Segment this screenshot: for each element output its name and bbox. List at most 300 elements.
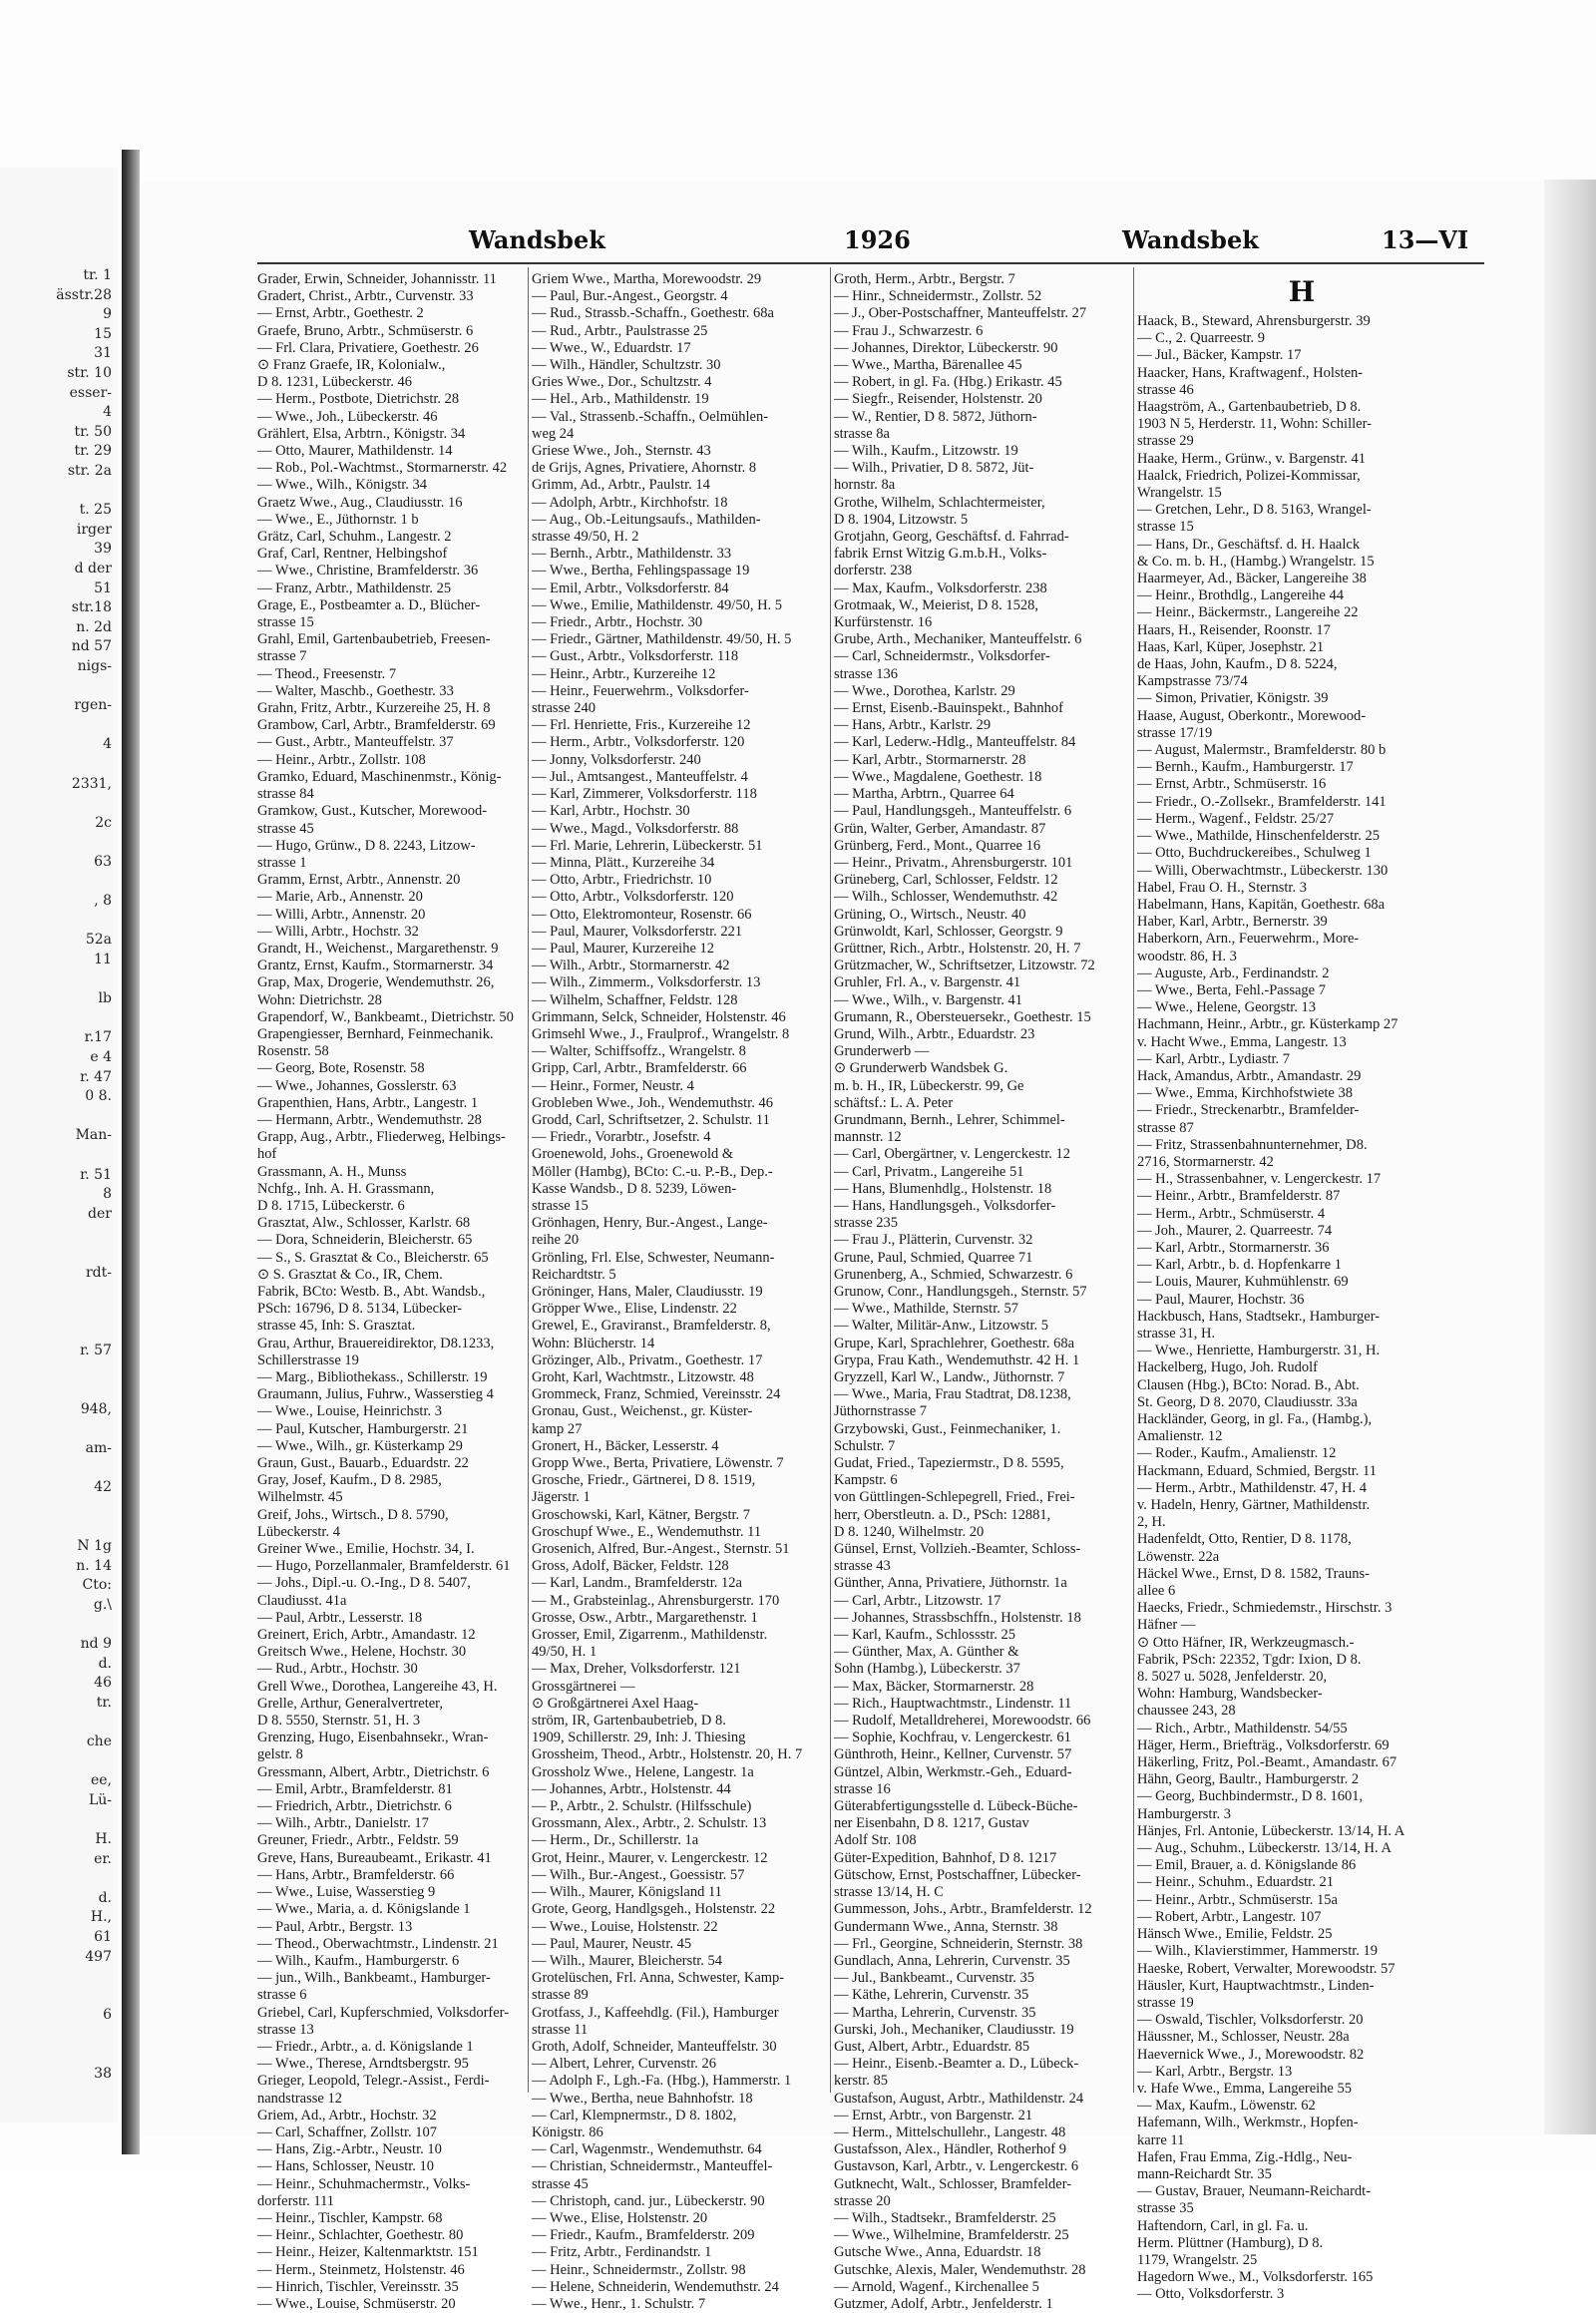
directory-entry: Clausen (Hbg.), BCto: Norad. B., Abt. [1137, 1376, 1360, 1393]
directory-entry: — Helene, Schneiderin, Wendemuthstr. 24 [532, 2278, 779, 2295]
directory-entry: — Frau J., Schwarzestr. 6 [834, 322, 984, 339]
directory-entry: — Albert, Lehrer, Curvenstr. 26 [532, 2056, 717, 2073]
directory-entry: strasse 45 [257, 820, 314, 837]
directory-entry: Sohn (Hambg.), Lübeckerstr. 37 [834, 1661, 1020, 1678]
directory-entry: strasse 1 [257, 854, 307, 871]
directory-entry: weg 24 [532, 425, 575, 442]
directory-entry: — Heinr., Privatm., Ahrensburgerstr. 101 [834, 854, 1073, 871]
directory-entry: Habelmann, Hans, Kapitän, Goethestr. 68a [1137, 896, 1386, 913]
directory-entry: PSch: 16796, D 8. 5134, Lübecker- [257, 1301, 463, 1318]
directory-entry: m. b. H., IR, Lübeckerstr. 99, Ge [834, 1077, 1024, 1094]
directory-entry: karre 11 [1137, 2131, 1185, 2148]
previous-page-text: irger [76, 521, 112, 538]
directory-entry: Grimmann, Selck, Schneider, Holstenstr. 46 [532, 1008, 786, 1025]
directory-entry: D 8. 5550, Sternstr. 51, H. 3 [257, 1713, 421, 1730]
directory-entry: Haacker, Hans, Kraftwagenf., Holsten- [1137, 364, 1364, 381]
directory-entry: — Wwe., Louise, Heinrichstr. 3 [257, 1403, 442, 1420]
directory-entry: Amalienstr. 12 [1137, 1428, 1223, 1445]
directory-entry: strasse 136 [834, 665, 899, 682]
directory-entry: — Heinr., Arbtr., Bramfelderstr. 87 [1137, 1188, 1341, 1205]
directory-entry: — Karl, Arbtr., Bergstr. 13 [1137, 2063, 1293, 2080]
directory-entry: — Carl, Schneidermstr., Volksdorfer- [834, 648, 1050, 665]
previous-page-text: 15 [94, 325, 112, 342]
directory-entry: Grün, Walter, Gerber, Amandastr. 87 [834, 820, 1046, 837]
directory-entry: ner Eisenbahn, D 8. 1217, Gustav [834, 1815, 1029, 1832]
directory-entry: dorferstr. 111 [257, 2192, 335, 2209]
directory-column-1 [257, 271, 525, 2312]
directory-entry: Gramkow, Gust., Kutscher, Morewood- [257, 803, 488, 820]
previous-page-text: ässtr.28 [56, 286, 112, 303]
directory-entry: — Jul., Amtsangest., Manteuffelstr. 4 [532, 768, 748, 785]
directory-entry: Hachmann, Heinr., Arbtr., gr. Küsterkamp 27 [1137, 1016, 1398, 1033]
directory-entry: Lübeckerstr. 4 [257, 1523, 340, 1540]
directory-entry: — Heinr., Schuhmachermstr., Volks- [257, 2175, 471, 2192]
directory-entry: Hackbusch, Hans, Stadtsekr., Hamburger- [1137, 1308, 1381, 1325]
previous-page-text: r.17 [84, 1029, 112, 1046]
directory-entry: Grünwoldt, Karl, Schlosser, Georgstr. 9 [834, 923, 1063, 940]
directory-entry: — Otto, Volksdorferstr. 3 [1137, 2286, 1285, 2303]
directory-entry: — Karl, Landm., Bramfelderstr. 12a [532, 1575, 742, 1592]
directory-entry: — Friedr., Kaufm., Bramfelderstr. 209 [532, 2227, 755, 2244]
directory-entry: — Walter, Schiffsoffz., Wrangelstr. 8 [532, 1043, 746, 1060]
directory-entry: Hackmann, Eduard, Schmied, Bergstr. 11 [1137, 1462, 1378, 1479]
directory-entry: gelstr. 8 [257, 1746, 303, 1763]
directory-entry: — Carl, Klempnermstr., D 8. 1802, [532, 2107, 737, 2123]
directory-entry: Graumann, Julius, Fuhrw., Wasserstieg 4 [257, 1386, 494, 1403]
previous-page-text: str.18 [71, 599, 112, 616]
previous-page-text: tr. 50 [74, 423, 112, 440]
directory-entry: Grimsehl Wwe., J., Fraulprof., Wrangelstr. 8 [532, 1025, 790, 1042]
directory-entry: Grap, Max, Drogerie, Wendemuthstr. 26, [257, 974, 495, 991]
directory-entry: Haake, Herm., Grünw., v. Bargenstr. 41 [1137, 450, 1366, 467]
directory-entry: — Hans, Schlosser, Neustr. 10 [257, 2158, 435, 2175]
header-rule [257, 262, 1484, 264]
directory-entry: strasse 89 [532, 1987, 589, 2004]
directory-entry: Kurfürstenstr. 16 [834, 614, 933, 631]
directory-entry: — Hinr., Schneidermstr., Zollstr. 52 [834, 288, 1042, 305]
directory-entry: Grandt, H., Weichenst., Margarethenstr. 9 [257, 940, 499, 957]
directory-entry: — Robert, in gl. Fa. (Hbg.) Erikastr. 45 [834, 374, 1062, 391]
directory-entry: — Otto, Buchdruckereibes., Schulweg 1 [1137, 845, 1372, 862]
directory-entry: — Max, Dreher, Volksdorferstr. 121 [532, 1661, 741, 1678]
directory-entry: — Adolph F., Lgh.-Fa. (Hbg.), Hammerstr. 1 [532, 2073, 792, 2090]
directory-entry: — Aug., Ob.-Leitungsaufs., Mathilden- [532, 511, 761, 528]
previous-page-text: Lü- [88, 1791, 112, 1808]
directory-entry: — Roder., Kaufm., Amalienstr. 12 [1137, 1445, 1337, 1462]
directory-entry: herr, Oberstleutn. a. D., PSch: 12881, [834, 1506, 1051, 1523]
directory-entry: strasse 84 [257, 786, 314, 803]
directory-entry: — Heinr., Arbtr., Kurzereihe 12 [532, 665, 716, 682]
directory-entry: — Ernst, Eisenb.-Bauinspekt., Bahnhof [834, 700, 1063, 717]
directory-entry: fabrik Ernst Witzig G.m.b.H., Volks- [834, 546, 1047, 563]
directory-entry: strasse 46 [1137, 381, 1194, 398]
directory-entry: — Wwe., Maria, Frau Stadtrat, D8.1238, [834, 1386, 1071, 1403]
directory-entry: Grumann, R., Obersteuersekr., Goethestr. 15 [834, 1008, 1091, 1025]
directory-entry: Grunderwerb — [834, 1043, 930, 1060]
directory-entry: Grambow, Carl, Arbtr., Bramfelderstr. 69 [257, 717, 496, 734]
previous-page-text: am- [85, 1440, 112, 1456]
directory-entry: — Sophie, Kochfrau, v. Lengerckestr. 61 [834, 1730, 1071, 1746]
previous-page-text: 51 [94, 579, 112, 596]
directory-entry: 2716, Stormarnerstr. 42 [1137, 1153, 1274, 1170]
directory-entry: — Carl, Wagenmstr., Wendemuthstr. 64 [532, 2141, 762, 2158]
directory-entry: strasse 19 [1137, 1994, 1194, 2011]
directory-entry: — Hinrich, Tischler, Vereinsstr. 35 [257, 2278, 459, 2295]
previous-page-text: tr. 1 [83, 267, 112, 283]
header-year: 1926 [844, 225, 911, 254]
directory-entry: Häfner — [1137, 1617, 1196, 1634]
directory-entry: Hadenfeldt, Otto, Rentier, D 8. 1178, [1137, 1531, 1352, 1548]
directory-entry: Graf, Carl, Rentner, Helbingshof [257, 546, 448, 563]
directory-entry: Nchfg., Inh. A. H. Grassmann, [257, 1180, 435, 1197]
directory-entry: — Hermann, Arbtr., Wendemuthstr. 28 [257, 1111, 482, 1128]
directory-entry: — Carl, Arbtr., Litzowstr. 17 [834, 1592, 1001, 1609]
directory-entry: — Herm., Dr., Schillerstr. 1a [532, 1832, 699, 1849]
directory-entry: ⊙ Otto Häfner, IR, Werkzeugmasch.- [1137, 1634, 1355, 1651]
directory-entry: Güntzel, Albin, Werkmstr.-Geh., Eduard- [834, 1763, 1072, 1780]
directory-entry: Gudat, Fried., Tapeziermstr., D 8. 5595, [834, 1455, 1064, 1472]
directory-entry: — Heinr., Feuerwehrm., Volksdorfer- [532, 682, 749, 699]
directory-entry: Claudiusst. 41a [257, 1592, 347, 1609]
directory-entry: — Heinr., Schneidermstr., Zollstr. 98 [532, 2261, 746, 2278]
directory-entry: strasse 7 [257, 648, 307, 665]
directory-entry: Habel, Frau O. H., Sternstr. 3 [1137, 879, 1307, 896]
directory-entry: Grader, Erwin, Schneider, Johannisstr. 11 [257, 271, 497, 287]
directory-entry: Gray, Josef, Kaufm., D 8. 2985, [257, 1472, 442, 1489]
column-divider [1133, 267, 1134, 2093]
directory-entry: — Emil, Arbtr., Bramfelderstr. 81 [257, 1780, 453, 1797]
directory-entry: Haftendorn, Carl, in gl. Fa. u. [1137, 2217, 1309, 2234]
directory-entry: — Ernst, Arbtr., Schmüserstr. 16 [1137, 776, 1327, 793]
previous-page-text: er. [94, 1850, 112, 1867]
directory-entry: mannstr. 12 [834, 1129, 902, 1146]
directory-entry: — Wilh., Privatier, D 8. 5872, Jüt- [834, 460, 1034, 477]
directory-entry: — Frl., Georgine, Schneiderin, Sternstr. 38 [834, 1935, 1083, 1952]
directory-entry: Gradert, Christ., Arbtr., Curvenstr. 33 [257, 288, 474, 305]
directory-entry: — Wwe., Magd., Volksdorferstr. 88 [532, 820, 739, 837]
directory-entry: — Georg, Bote, Rosenstr. 58 [257, 1060, 425, 1077]
directory-entry: — Johannes, Direktor, Lübeckerstr. 90 [834, 339, 1058, 356]
directory-entry: Grewel, E., Graviranst., Bramfelderstr. 8, [532, 1318, 771, 1335]
directory-entry: — Herm., Arbtr., Volksdorferstr. 120 [532, 734, 745, 751]
directory-entry: Grodd, Carl, Schriftsetzer, 2. Schulstr. 11 [532, 1111, 770, 1128]
directory-entry: Grelle, Arthur, Generalvertreter, [257, 1695, 444, 1712]
directory-entry: Grotjahn, Georg, Geschäftsf. d. Fahrrad- [834, 529, 1069, 546]
directory-entry: — Heinr., Schuhm., Eduardstr. 21 [1137, 1874, 1334, 1891]
directory-entry: Günsel, Ernst, Vollzieh.-Beamter, Schloss- [834, 1541, 1081, 1558]
directory-entry: — Paul, Arbtr., Bergstr. 13 [257, 1918, 413, 1935]
directory-entry: Haecks, Friedr., Schmiedemstr., Hirschstr. 3 [1137, 1600, 1393, 1617]
directory-entry: Grählert, Elsa, Arbtrn., Königstr. 34 [257, 425, 466, 442]
directory-entry: Grätz, Carl, Schuhm., Langestr. 2 [257, 529, 452, 546]
directory-entry: strasse 45, Inh: S. Grasztat. [257, 1318, 416, 1335]
directory-entry: Grenzing, Hugo, Eisenbahnsekr., Wran- [257, 1730, 489, 1746]
directory-entry: — Paul, Maurer, Kurzereihe 12 [532, 940, 715, 957]
directory-entry: Grundmann, Bernh., Lehrer, Schimmel- [834, 1111, 1065, 1128]
directory-entry: Kasse Wandsb., D 8. 5239, Löwen- [532, 1180, 737, 1197]
directory-entry: 1903 N 5, Herderstr. 11, Wohn: Schiller- [1137, 416, 1372, 433]
previous-page-text: 9 [103, 306, 112, 323]
directory-entry: Haase, August, Oberkontr., Morewood- [1137, 707, 1367, 724]
directory-entry: — Hans, Arbtr., Bramfelderstr. 66 [257, 1866, 455, 1883]
directory-entry: — Paul, Maurer, Hochstr. 36 [1137, 1291, 1305, 1308]
directory-entry: — Paul, Maurer, Volksdorferstr. 221 [532, 923, 743, 940]
directory-entry: allee 6 [1137, 1583, 1176, 1600]
previous-page-text: 31 [94, 345, 112, 362]
directory-entry: — Friedrich, Arbtr., Dietrichstr. 6 [257, 1798, 452, 1815]
directory-entry: — Wilh., Arbtr., Danielstr. 17 [257, 1815, 429, 1832]
previous-page-text: 61 [94, 1929, 112, 1945]
directory-entry: Groschupf Wwe., E., Wendemuthstr. 11 [532, 1523, 762, 1540]
previous-page-text: Man- [75, 1127, 112, 1144]
directory-column-4 [1137, 271, 1466, 2303]
previous-page-text: 39 [94, 541, 112, 558]
directory-entry: — Willi, Arbtr., Hochstr. 32 [257, 923, 419, 940]
directory-entry: kerstr. 85 [834, 2073, 888, 2090]
directory-entry: — Wwe., Christine, Bramfelderstr. 36 [257, 563, 479, 579]
directory-entry: — Theod., Oberwachtmstr., Lindenstr. 21 [257, 1935, 499, 1952]
directory-entry: — Gust., Arbtr., Manteuffelstr. 37 [257, 734, 454, 751]
directory-entry: — Marie, Arb., Annenstr. 20 [257, 889, 423, 906]
directory-entry: Groht, Karl, Wachtmstr., Litzowstr. 48 [532, 1369, 754, 1385]
directory-entry: — Wwe., Dorothea, Karlstr. 29 [834, 682, 1015, 699]
directory-entry: Gryzzell, Karl W., Landw., Jüthornstr. 7 [834, 1369, 1065, 1385]
directory-entry: Jägerstr. 1 [532, 1489, 591, 1506]
directory-entry: Gripp, Carl, Arbtr., Bramfelderstr. 66 [532, 1060, 747, 1077]
directory-entry: Griem, Ad., Arbtr., Hochstr. 32 [257, 2107, 437, 2123]
directory-entry: Groenewold, Johs., Groenewold & [532, 1146, 734, 1163]
directory-entry: — Frau J., Plätterin, Curvenstr. 32 [834, 1232, 1033, 1249]
directory-entry: — Gretchen, Lehr., D 8. 5163, Wrangel- [1137, 502, 1372, 519]
previous-page-text: 2c [95, 814, 112, 831]
directory-entry: — Wwe., Emma, Kirchhofstwiete 38 [1137, 1085, 1353, 1102]
directory-entry: 1179, Wrangelstr. 25 [1137, 2251, 1258, 2268]
directory-entry: Grunenberg, A., Schmied, Schwarzestr. 6 [834, 1266, 1073, 1283]
directory-entry: strasse 35 [1137, 2200, 1194, 2217]
directory-entry: — Wwe., Mathilde, Sternstr. 57 [834, 1301, 1018, 1318]
directory-entry: ⊙ S. Grasztat & Co., IR, Chem. [257, 1266, 443, 1283]
directory-entry: Herm. Plüttner (Hamburg), D 8. [1137, 2234, 1324, 2251]
directory-entry: Gressmann, Albert, Arbtr., Dietrichstr. 6 [257, 1763, 490, 1780]
directory-entry: — Hans, Blumenhdlg., Holstenstr. 18 [834, 1180, 1052, 1197]
directory-entry: ⊙ Franz Graefe, IR, Kolonialw., [257, 357, 446, 374]
directory-entry: Grotmaak, W., Meierist, D 8. 1528, [834, 596, 1038, 613]
directory-entry: Grypa, Frau Kath., Wendemuthstr. 42 H. 1 [834, 1351, 1080, 1368]
directory-entry: — H., Strassenbahner, v. Lengerckestr. 17 [1137, 1171, 1382, 1188]
directory-entry: Gütschow, Ernst, Postschaffner, Lübecker- [834, 1866, 1081, 1883]
directory-entry: Hackelberg, Hugo, Joh. Rudolf [1137, 1359, 1318, 1376]
directory-entry: — Wwe., Wilh., Königstr. 34 [257, 477, 428, 494]
previous-page-text: nd 9 [80, 1636, 112, 1652]
directory-entry: — Heinr., Tischler, Kampstr. 68 [257, 2209, 443, 2226]
directory-entry: — Joh., Maurer, 2. Quarreestr. 74 [1137, 1222, 1333, 1239]
directory-entry: v. Hafe Wwe., Emma, Langereihe 55 [1137, 2080, 1352, 2097]
page-edge-shadow [1544, 180, 1596, 2134]
directory-entry: strasse 11 [532, 2021, 589, 2038]
directory-entry: Wilhelmstr. 45 [257, 1489, 343, 1506]
directory-column-2 [532, 271, 827, 2312]
directory-entry: — Wilh., Zimmerm., Volksdorferstr. 13 [532, 974, 761, 991]
directory-entry: — Otto, Maurer, Mathildenstr. 14 [257, 443, 453, 460]
directory-entry: — Wilh., Schlosser, Wendemuthstr. 42 [834, 889, 1058, 906]
directory-entry: chaussee 243, 28 [1137, 1703, 1236, 1720]
directory-entry: Grosche, Friedr., Gärtnerei, D 8. 1519, [532, 1472, 756, 1489]
directory-entry: Graun, Gust., Bauarb., Eduardstr. 22 [257, 1455, 469, 1472]
directory-entry: — Jul., Bankbeamt., Curvenstr. 35 [834, 1970, 1034, 1987]
directory-entry: — Theod., Freesenstr. 7 [257, 665, 397, 682]
directory-entry: — Wwe., Wilh., v. Bargenstr. 41 [834, 991, 1022, 1008]
directory-entry: — Wwe., Berta, Fehl.-Passage 7 [1137, 981, 1326, 998]
directory-entry: Greif, Johs., Wirtsch., D 8. 5790, [257, 1506, 449, 1523]
directory-entry: Gröpper Wwe., Elise, Lindenstr. 22 [532, 1301, 737, 1318]
directory-entry: Hackländer, Georg, in gl. Fa., (Hambg.), [1137, 1411, 1373, 1427]
directory-entry: — Wwe., W., Eduardstr. 17 [532, 339, 691, 356]
directory-entry: — Otto, Elektromonteur, Rosenstr. 66 [532, 906, 752, 923]
previous-page-text: str. 2a [67, 463, 112, 479]
directory-entry: — Heinr., Arbtr., Zollstr. 108 [257, 751, 426, 768]
directory-entry: — Wilh., Händler, Schultzstr. 30 [532, 357, 721, 374]
directory-entry: — Karl, Zimmerer, Volksdorferstr. 118 [532, 786, 757, 803]
previous-page-text: 948, [80, 1400, 112, 1417]
directory-entry: Haas, Karl, Küper, Josephstr. 21 [1137, 638, 1325, 655]
previous-page-text: n. 14 [76, 1557, 112, 1574]
directory-entry: — jun., Wilh., Bankbeamt., Hamburger- [257, 1970, 491, 1987]
directory-entry: Fabrik, PSch: 22352, Tgdr: Ixion, D 8. [1137, 1651, 1362, 1668]
directory-entry: Haberkorn, Arn., Feuerwehrm., More- [1137, 931, 1360, 948]
directory-entry: — Hugo, Grünw., D 8. 2243, Litzow- [257, 837, 476, 854]
directory-entry: Hack, Amandus, Arbtr., Amandastr. 29 [1137, 1067, 1362, 1084]
directory-entry: — J., Ober-Postschaffner, Manteuffelstr. 27 [834, 305, 1087, 322]
previous-page-text: 63 [94, 854, 112, 870]
directory-entry: — P., Arbtr., 2. Schulstr. (Hilfsschule) [532, 1798, 752, 1815]
previous-page-text: Cto: [82, 1577, 112, 1594]
directory-entry: — Hugo, Porzellanmaler, Bramfelderstr. 61 [257, 1558, 511, 1575]
directory-entry: Greitsch Wwe., Helene, Hochstr. 30 [257, 1644, 467, 1661]
directory-entry: de Grijs, Agnes, Privatiere, Ahornstr. 8 [532, 460, 757, 477]
directory-entry: D 8. 1904, Litzowstr. 5 [834, 511, 969, 528]
directory-entry: Häusler, Kurt, Hauptwachtmstr., Linden- [1137, 1977, 1375, 1994]
directory-entry: Greuner, Friedr., Arbtr., Feldstr. 59 [257, 1832, 459, 1849]
directory-entry: v. Hacht Wwe., Emma, Langestr. 13 [1137, 1033, 1347, 1050]
directory-entry: — Wwe., Bertha, neue Bahnhofstr. 18 [532, 2090, 753, 2107]
directory-entry: — Friedr., O.-Zollsekr., Bramfelderstr. 141 [1137, 793, 1387, 810]
directory-entry: — Wwe., Magdalene, Goethestr. 18 [834, 768, 1042, 785]
directory-entry: — Max, Bäcker, Stormarnerstr. 28 [834, 1678, 1034, 1695]
directory-entry: nandstrasse 12 [257, 2090, 342, 2107]
directory-entry: — Auguste, Arb., Ferdinandstr. 2 [1137, 964, 1330, 981]
directory-entry: — Wwe., Joh., Lübeckerstr. 46 [257, 408, 438, 425]
directory-entry: woodstr. 86, H. 3 [1137, 948, 1237, 964]
directory-entry: dorferstr. 238 [834, 563, 913, 579]
directory-entry: strasse 8a [834, 425, 890, 442]
directory-entry: — W., Rentier, D 8. 5872, Jüthorn- [834, 408, 1037, 425]
directory-entry: Grosser, Emil, Zigarrenm., Mathildenstr. [532, 1627, 768, 1644]
directory-entry: Grupe, Karl, Sprachlehrer, Goethestr. 68a [834, 1335, 1074, 1351]
directory-entry: Graefe, Bruno, Arbtr., Schmüserstr. 6 [257, 322, 474, 339]
directory-entry: Gropp Wwe., Berta, Privatiere, Löwenstr. 7 [532, 1455, 784, 1472]
directory-entry: — Wilh., Klavierstimmer, Hammerstr. 19 [1137, 1943, 1378, 1960]
directory-entry: 49/50, H. 1 [532, 1644, 598, 1661]
directory-entry: — Johannes, Strassbschffn., Holstenstr. 18 [834, 1609, 1081, 1626]
directory-entry: — Gust., Arbtr., Volksdorferstr. 118 [532, 648, 739, 665]
directory-entry: — Johs., Dipl.-u. O.-Ing., D 8. 5407, [257, 1575, 471, 1592]
directory-entry: — Robert, Arbtr., Langestr. 107 [1137, 1908, 1322, 1925]
book-gutter [122, 150, 140, 2154]
directory-entry: Gröninger, Hans, Maler, Claudiusstr. 19 [532, 1283, 763, 1300]
directory-entry: Grot, Heinr., Maurer, v. Lengerckestr. 12 [532, 1849, 768, 1866]
directory-entry: hof [257, 1146, 277, 1163]
directory-entry: — Heinr., Arbtr., Schmüserstr. 15a [1137, 1891, 1338, 1908]
directory-entry: — Wilh., Kaufm., Hamburgerstr. 6 [257, 1952, 460, 1969]
directory-entry: — Friedr., Arbtr., a. d. Königslande 1 [257, 2038, 474, 2055]
directory-entry: — Rud., Arbtr., Paulstrasse 25 [532, 322, 708, 339]
directory-entry: — Hans, Arbtr., Karlstr. 29 [834, 717, 992, 734]
directory-entry: Gries Wwe., Dor., Schultzstr. 4 [532, 374, 712, 391]
directory-entry: de Haas, John, Kaufm., D 8. 5224, [1137, 656, 1338, 673]
previous-page-text: rdt- [85, 1264, 112, 1281]
directory-entry: Grantz, Ernst, Kaufm., Stormarnerstr. 34 [257, 958, 494, 974]
directory-entry: — Wwe., Wilhelmine, Bramfelderstr. 25 [834, 2227, 1069, 2244]
directory-entry: Rosenstr. 58 [257, 1043, 329, 1060]
previous-page-fragment [0, 168, 118, 2122]
directory-entry: Hamburgerstr. 3 [1137, 1805, 1231, 1822]
directory-entry: — Oswald, Tischler, Volksdorferstr. 20 [1137, 2012, 1364, 2029]
previous-page-text: ee, [90, 1772, 112, 1789]
directory-entry: — Jonny, Volksdorferstr. 240 [532, 751, 701, 768]
directory-entry: Grapendorf, W., Bankbeamt., Dietrichstr. 50 [257, 1008, 514, 1025]
directory-entry: Grobleben Wwe., Joh., Wendemuthstr. 46 [532, 1094, 773, 1111]
column-divider [528, 267, 529, 2093]
directory-entry: Häger, Herm., Briefträg., Volksdorferstr. 69 [1137, 1736, 1390, 1753]
directory-entry: — August, Malermstr., Bramfelderstr. 80 b [1137, 742, 1387, 759]
directory-entry: Grunow, Conr., Handlungsgeh., Sternstr. 57 [834, 1283, 1087, 1300]
directory-entry: Grossmann, Alex., Arbtr., 2. Schulstr. 13 [532, 1815, 767, 1832]
directory-entry: strasse 6 [257, 1987, 307, 2004]
directory-entry: — Wwe., Louise, Schmüserstr. 20 [257, 2295, 456, 2312]
directory-entry: St. Georg, D 8. 2070, Claudiusstr. 33a [1137, 1393, 1358, 1410]
directory-entry: Grube, Arth., Mechaniker, Manteuffelstr. 6 [834, 631, 1082, 648]
directory-entry: Wohn: Hamburg, Wandsbecker- [1137, 1686, 1323, 1703]
directory-entry: — Günther, Max, A. Günther & [834, 1644, 1019, 1661]
directory-entry: Greve, Hans, Bureaubeamt., Erikastr. 41 [257, 1849, 492, 1866]
directory-entry: — Walter, Militär-Anw., Litzowstr. 5 [834, 1318, 1049, 1335]
directory-entry: Grell Wwe., Dorothea, Langereihe 43, H. [257, 1678, 498, 1695]
directory-entry: schäftsf.: L. A. Peter [834, 1094, 954, 1111]
directory-entry: strasse 15 [257, 614, 314, 631]
directory-entry: Grosenich, Alfred, Bur.-Angest., Sternstr. 51 [532, 1541, 790, 1558]
directory-entry: strasse 45 [532, 2175, 589, 2192]
directory-entry: Groth, Adolf, Schneider, Manteuffelstr. 30 [532, 2038, 777, 2055]
directory-entry: — Wwe., Bertha, Fehlingspassage 19 [532, 563, 750, 579]
directory-entry: Gutschke, Alexis, Maler, Wendemuthstr. 28 [834, 2261, 1086, 2278]
directory-entry: — Hans, Zig.-Arbtr., Neustr. 10 [257, 2141, 442, 2158]
directory-entry: Grönhagen, Henry, Bur.-Angest., Lange- [532, 1215, 768, 1232]
directory-entry: — Heinr., Bäckermstr., Langereihe 22 [1137, 604, 1359, 621]
directory-entry: & Co. m. b. H., (Hambg.) Wrangelstr. 15 [1137, 553, 1375, 570]
directory-entry: strasse 240 [532, 700, 597, 717]
directory-entry: — Bernh., Arbtr., Mathildenstr. 33 [532, 546, 732, 563]
directory-entry: — Dora, Schneiderin, Bleicherstr. 65 [257, 1232, 473, 1249]
previous-page-text: esser- [69, 384, 112, 401]
section-letter: H [1288, 275, 1316, 308]
directory-entry: — Otto, Arbtr., Volksdorferstr. 120 [532, 889, 734, 906]
directory-entry: — Heinr., Brothdlg., Langereihe 44 [1137, 587, 1344, 604]
directory-entry: strasse 87 [1137, 1119, 1194, 1136]
directory-entry: — Max, Kaufm., Volksdorferstr. 238 [834, 579, 1047, 596]
directory-entry: — Carl, Obergärtner, v. Lengerckestr. 12 [834, 1146, 1070, 1163]
directory-entry: von Güttlingen-Schlepegrell, Fried., Frei- [834, 1489, 1075, 1506]
directory-entry: — Herm., Arbtr., Mathildenstr. 47, H. 4 [1137, 1479, 1367, 1496]
